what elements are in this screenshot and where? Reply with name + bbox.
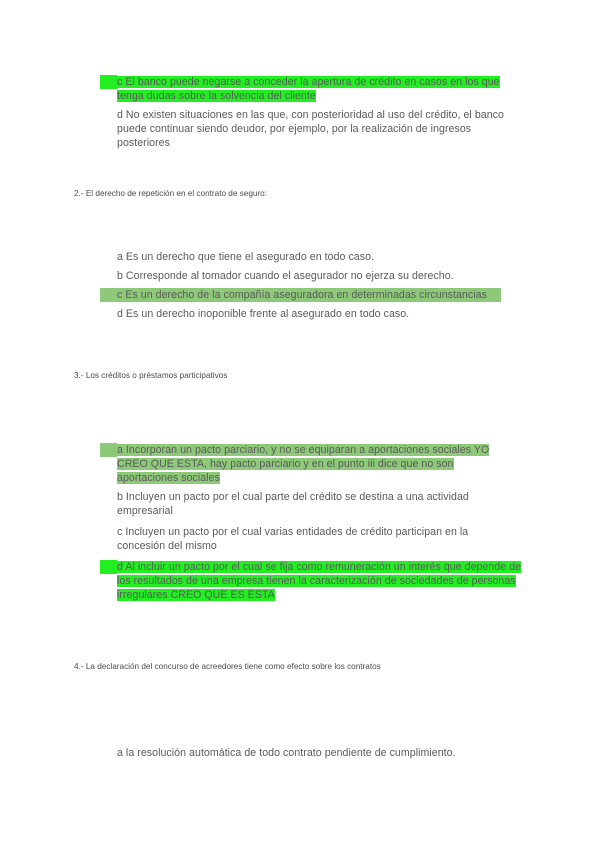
option-3c <box>117 525 509 553</box>
option-text: d No existen situaciones en las que, con posterioridad al uso del crédito, el banco puede continuar siendo deudor, por ejemplo, por la realización de ingresos posteriores <box>117 109 504 150</box>
question-title-4: 4.- La declaración del concurso de acreedores tiene como efecto sobre los contratos <box>74 662 381 671</box>
option-text: b Incluyen un pacto por el cual parte del crédito se destina a una actividad empresarial <box>117 491 469 518</box>
option-text: d Es un derecho inoponible frente al asegurado en todo caso. <box>117 308 410 320</box>
option-text: a Incorporan un pacto parciario, y no se equiparan a aportaciones sociales YO CREO QUE ESTA, hay pacto parciario y en el punto iii dice que no son aportaciones sociales <box>117 444 490 485</box>
option-text: d Al incluir un pacto por el cual se fija como remuneración un interés que depende de los resultados de una empresa tienen la caracterización de sociedades de personas irregulares CREO QUE ES ESTA <box>117 561 522 602</box>
highlight-band <box>100 75 117 89</box>
option-text: a la resolución automática de todo contrato pendiente de cumplimiento. <box>117 747 456 759</box>
option-2d <box>117 307 557 321</box>
option-2b <box>117 269 557 283</box>
option-1c <box>117 75 522 103</box>
option-text: b Corresponde al tomador cuando el asegurador no ejerza su derecho. <box>117 270 454 282</box>
highlight-band <box>100 560 117 574</box>
option-2a <box>117 250 557 264</box>
option-text: c El banco puede negarse a conceder la apertura de crédito en casos en los que tenga dudas sobre la solvencia del cliente <box>117 76 500 103</box>
question-title-2: 2.- El derecho de repetición en el contrato de seguro: <box>74 189 267 198</box>
option-3b <box>117 490 509 518</box>
option-1d <box>117 108 522 151</box>
question-title-3: 3.- Los créditos o préstamos participativos <box>74 371 228 380</box>
option-text: a Es un derecho que tiene el asegurado en todo caso. <box>117 251 375 263</box>
option-3a <box>117 443 509 486</box>
option-text: c Es un derecho de la compañía aseguradora en determinadas circunstancias <box>117 289 487 301</box>
option-3d <box>117 560 525 603</box>
option-4a <box>117 746 557 760</box>
option-2c <box>117 288 557 302</box>
highlight-band <box>100 443 117 457</box>
option-text: c Incluyen un pacto por el cual varias entidades de crédito participan en la concesión del mismo <box>117 526 469 553</box>
